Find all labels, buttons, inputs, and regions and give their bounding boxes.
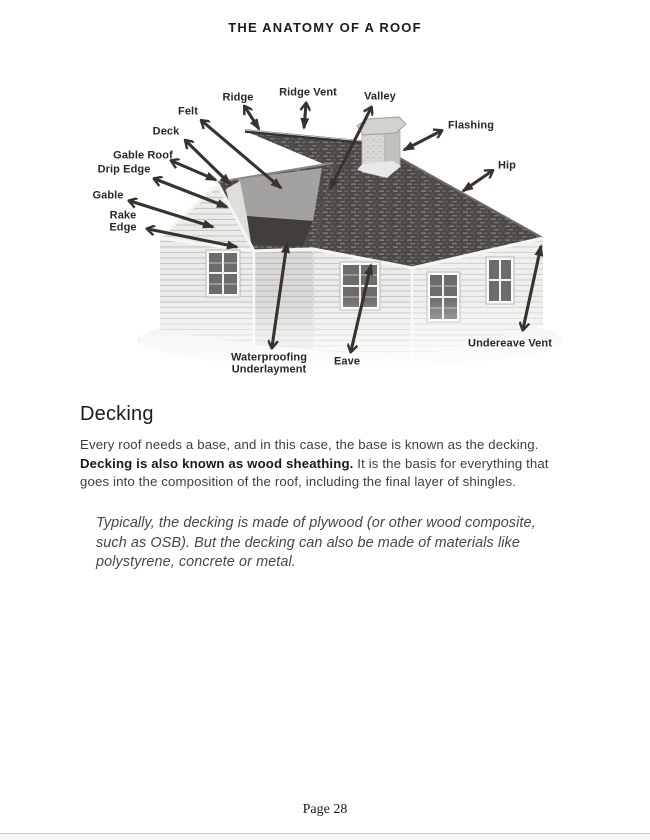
arrow-ridge [245, 107, 259, 129]
label-rake-edge-line2: Edge [109, 221, 137, 233]
label-undereave-vent: Undereave Vent [468, 337, 552, 350]
paragraph-bold-text: Decking is also known as wood sheathing. [80, 455, 354, 471]
label-rake-edge [109, 211, 136, 234]
page-number: Page 28 [302, 802, 348, 817]
window [486, 257, 514, 304]
arrow-flashing [404, 131, 441, 150]
paragraph-text-2: It is the basis for everything that goes into the composition of the roof, including the final layer of shingles. [80, 455, 549, 489]
label-rake-edge-line1: Rake [109, 209, 137, 222]
label-flashing: Flashing [447, 119, 495, 132]
label-hip: Hip [497, 159, 517, 172]
label-waterproofing-line2: Underlayment [231, 363, 307, 375]
page-title: THE ANATOMY OF A ROOF [228, 20, 422, 35]
section-heading: Decking [80, 403, 154, 425]
underlayment-layer [246, 216, 313, 247]
page-bottom-edge [0, 833, 650, 840]
window [206, 250, 240, 297]
label-drip-edge: Drip Edge [97, 163, 151, 176]
label-ridge: Ridge [222, 91, 254, 104]
label-felt: Felt [178, 105, 198, 118]
label-waterproofing-line1: Waterproofing [230, 351, 308, 364]
label-deck: Deck [152, 125, 180, 138]
label-gable: Gable [92, 189, 124, 202]
roof-anatomy-diagram [0, 0, 650, 400]
paragraph-text-1: Every roof needs a base, and in this case, the base is known as the decking. [80, 437, 539, 452]
label-valley: Valley [364, 90, 396, 103]
label-eave: Eave [333, 355, 361, 368]
label-ridge-vent: Ridge Vent [279, 86, 337, 99]
body-paragraph [80, 436, 578, 492]
arrow-ridge-vent [304, 104, 306, 128]
quote-paragraph: Typically, the decking is made of plywood (or other wood composite, such as OSB). But the decking can also be made of materials like polystyrene, concrete or metal. [96, 515, 536, 570]
label-waterproofing-underlayment [231, 353, 307, 376]
arrow-hip [463, 171, 492, 191]
label-gable-roof: Gable Roof [113, 149, 173, 162]
